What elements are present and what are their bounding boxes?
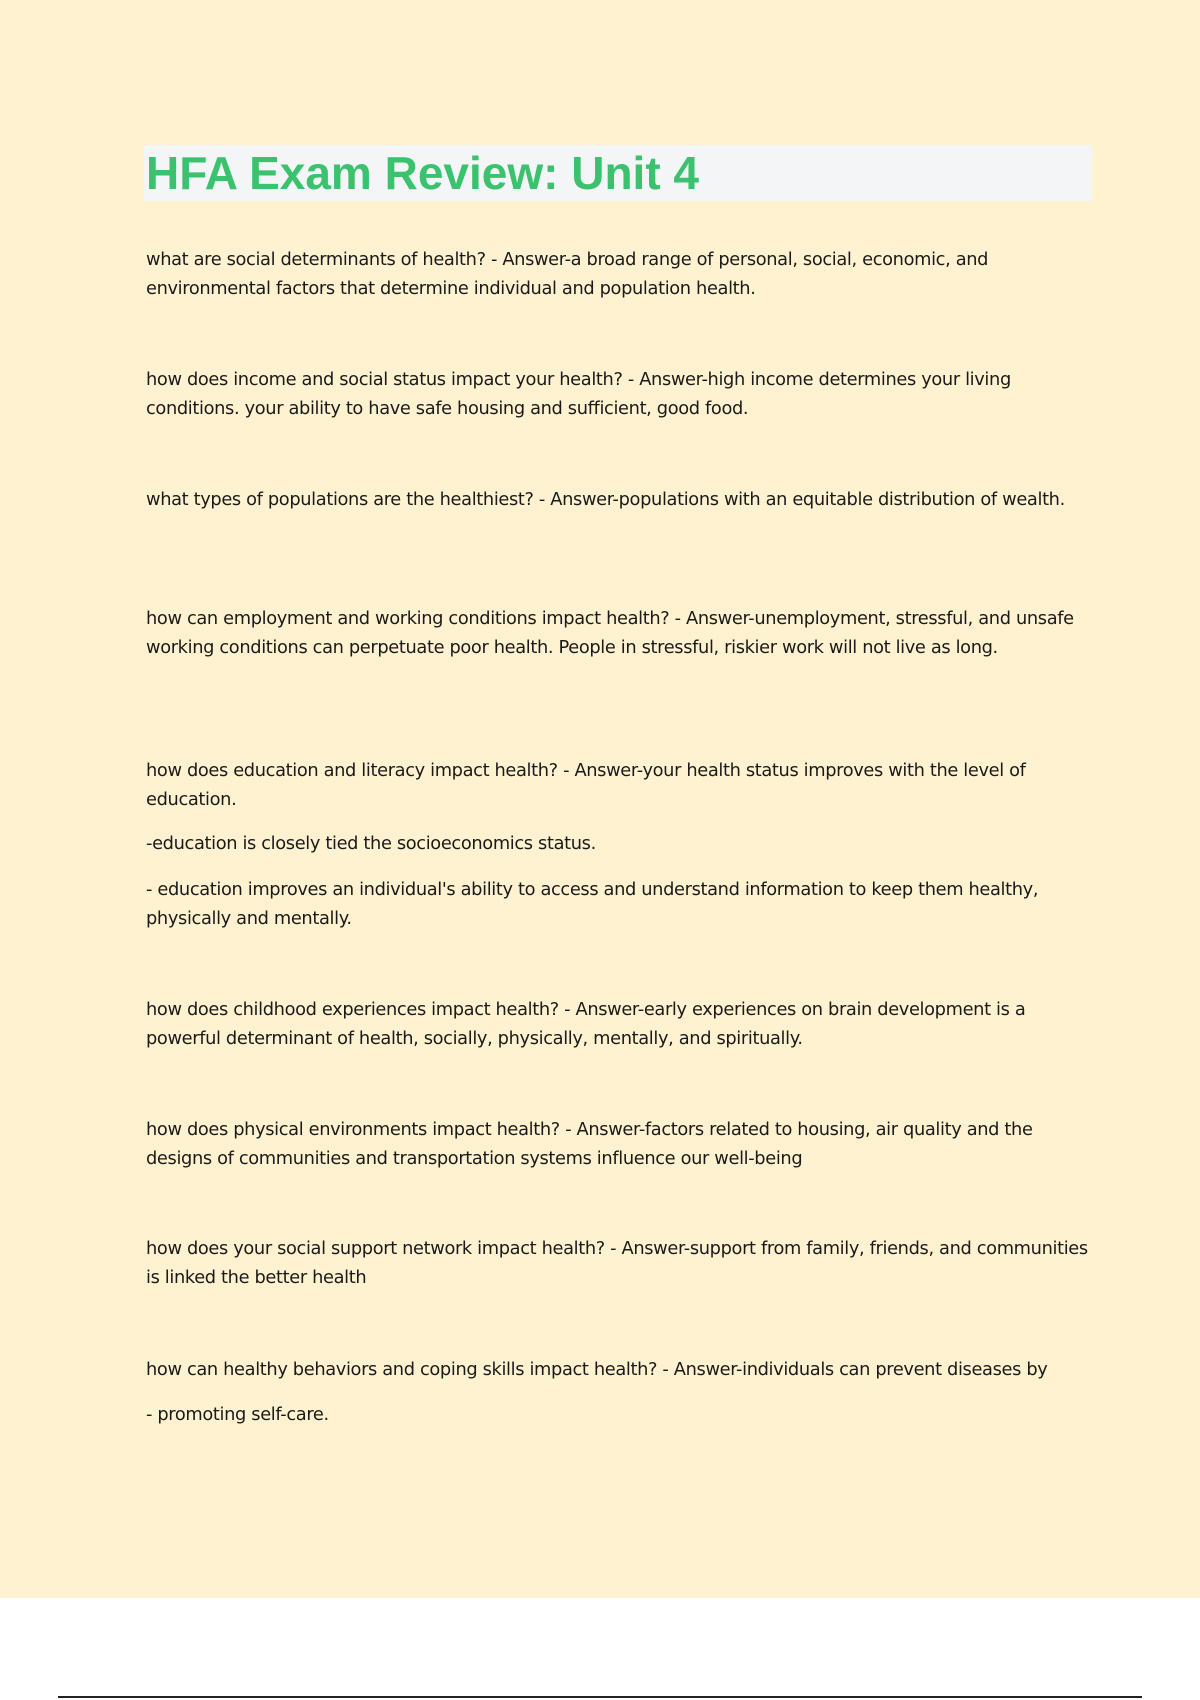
qa-education-note-1: -education is closely tied the socioeconomics status. [146, 833, 596, 854]
qa-healthy-behaviors: how can healthy behaviors and coping skills impact health? - Answer-individuals can prevent diseases by [146, 1359, 1048, 1380]
qa-employment-conditions: how can employment and working conditions impact health? - Answer-unemployment, stressful, and unsafe working conditions can perpetuate poor health. People in stressful, riskier work will not live as long. [146, 608, 1074, 658]
qa-healthiest-populations: what types of populations are the healthiest? - Answer-populations with an equitable distribution of wealth. [146, 489, 1065, 510]
qa-education-literacy: how does education and literacy impact health? - Answer-your health status improves with the level of education. [146, 760, 1026, 810]
qa-social-determinants: what are social determinants of health? - Answer-a broad range of personal, social, economic, and environmental factors that determine individual and population health. [146, 249, 989, 299]
qa-education-note-2: - education improves an individual's ability to access and understand information to keep them healthy, physically and mentally. [146, 879, 1039, 929]
document-title: HFA Exam Review: Unit 4 [146, 147, 700, 199]
footer-divider [58, 1696, 1142, 1698]
qa-social-support: how does your social support network impact health? - Answer-support from family, friends, and communities is linked the better health [146, 1238, 1088, 1288]
qa-healthy-behaviors-note: - promoting self-care. [146, 1404, 329, 1425]
qa-childhood-experiences: how does childhood experiences impact health? - Answer-early experiences on brain development is a powerful determinant of health, socially, physically, mentally, and spiritually. [146, 999, 1026, 1049]
qa-physical-environments: how does physical environments impact health? - Answer-factors related to housing, air quality and the designs of communities and transportation systems influence our well-being [146, 1119, 1033, 1169]
qa-income-social-status: how does income and social status impact your health? - Answer-high income determines your living conditions. your ability to have safe housing and sufficient, good food. [146, 369, 1011, 419]
